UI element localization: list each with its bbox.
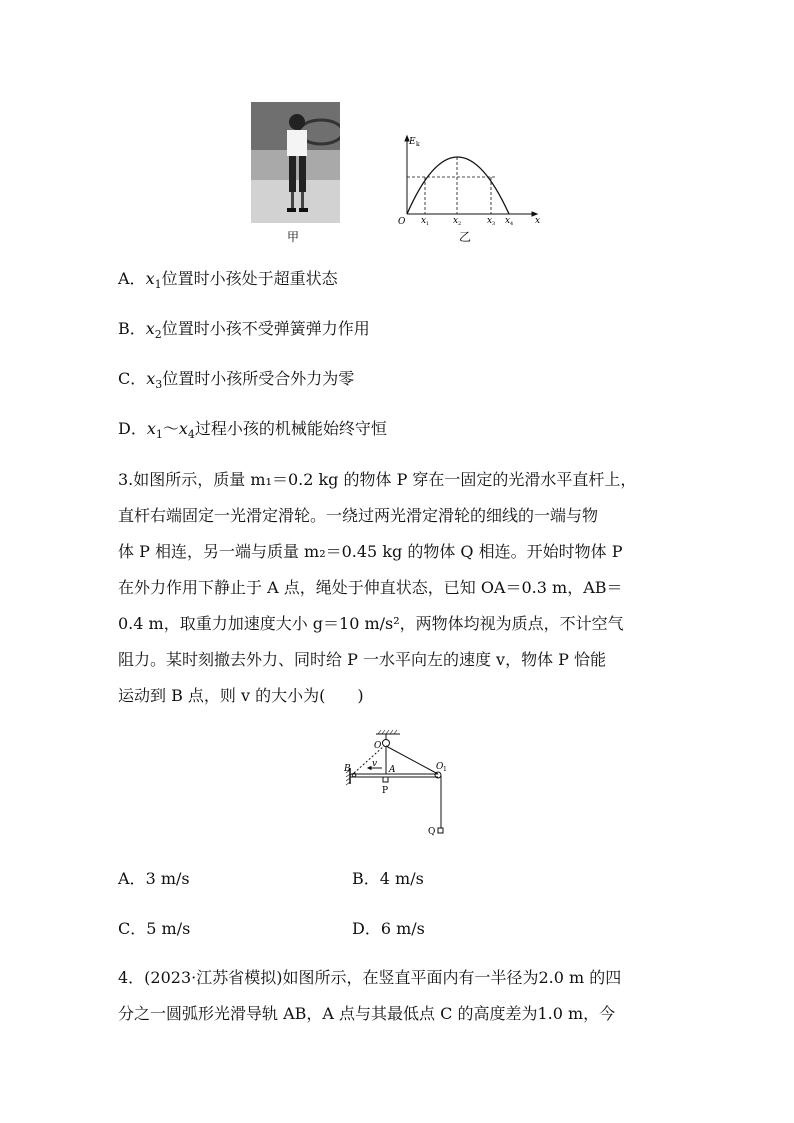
svg-text:Q: Q — [428, 827, 436, 837]
q3-line-7: 运动到 B 点，则 v 的大小为( ) — [118, 686, 364, 705]
q3-line-2: 直杆右端固定一光滑定滑轮。一绕过两光滑定滑轮的细线的一端与物 — [118, 506, 599, 525]
svg-text:3: 3 — [492, 221, 496, 227]
svg-text:1: 1 — [443, 766, 447, 773]
svg-text:O: O — [436, 762, 444, 772]
tick-x3: x — [487, 216, 493, 226]
svg-text:v: v — [372, 759, 378, 769]
photo-child-on-pogo — [251, 102, 340, 223]
q3-line-5: 0.4 m，取重力加速度大小 g＝10 m/s²，两物体均视为质点，不计空气 — [118, 614, 624, 633]
block-q — [438, 828, 443, 833]
q2-option-c[interactable]: C．$x_3$位置时小孩所受合外力为零 — [118, 369, 355, 392]
svg-text:A: A — [389, 765, 396, 775]
pulley-o — [383, 740, 390, 747]
ek-x-graph — [395, 128, 545, 228]
svg-text:k: k — [416, 141, 420, 148]
pulley-diagram — [338, 728, 458, 843]
q3-line-1: 3.如图所示，质量 m₁＝0.2 kg 的物体 P 穿在一固定的光滑水平直杆上， — [118, 470, 637, 489]
origin-label: O — [398, 217, 406, 227]
q4-line-1: 4．(2023·江苏省模拟)如图所示，在竖直平面内有一半径为2.0 m 的四 — [118, 968, 622, 987]
svg-text:1: 1 — [426, 221, 430, 227]
svg-text:O: O — [374, 741, 382, 751]
q3-stem — [118, 462, 680, 714]
q4-stem — [118, 960, 680, 1032]
y-axis-label: E — [409, 137, 416, 147]
tick-x1: x — [421, 216, 427, 226]
ek-curve — [407, 157, 509, 214]
svg-text:2: 2 — [458, 221, 462, 227]
x-axis-label: x — [535, 216, 541, 226]
tick-x4: x — [505, 216, 511, 226]
q3-line-3: 体 P 相连，另一端与质量 m₂＝0.45 kg 的物体 Q 相连。开始时物体 P — [118, 542, 623, 561]
svg-text:P: P — [382, 786, 389, 796]
caption-jia: 甲 — [287, 230, 300, 244]
q3-line-4: 在外力作用下静止于 A 点，绳处于伸直状态，已知 OA＝0.3 m，AB＝ — [118, 578, 623, 597]
q3-option-a[interactable]: A．3 m/s — [118, 869, 190, 888]
q3-option-c[interactable]: C．5 m/s — [118, 919, 191, 938]
q2-option-b[interactable]: B．$x_2$位置时小孩不受弹簧弹力作用 — [118, 319, 370, 342]
q2-option-a[interactable]: A．$x_1$位置时小孩处于超重状态 — [118, 269, 338, 292]
svg-text:B: B — [344, 764, 351, 774]
q3-line-6: 阻力。某时刻撤去外力、同时给 P 一水平向左的速度 v，物体 P 恰能 — [118, 650, 607, 669]
q3-option-b[interactable]: B．4 m/s — [352, 869, 424, 888]
caption-yi: 乙 — [459, 230, 472, 244]
q4-line-2: 分之一圆弧形光滑导轨 AB，A 点与其最低点 C 的高度差为1.0 m，今 — [118, 1004, 616, 1023]
tick-x2: x — [453, 216, 459, 226]
q3-option-d[interactable]: D．6 m/s — [352, 919, 425, 938]
block-p — [383, 777, 388, 782]
q2-option-d[interactable]: D．$x_1\sim x_4$过程小孩的机械能始终守恒 — [118, 419, 387, 442]
svg-text:4: 4 — [510, 221, 514, 227]
photo-illustration — [251, 102, 340, 223]
